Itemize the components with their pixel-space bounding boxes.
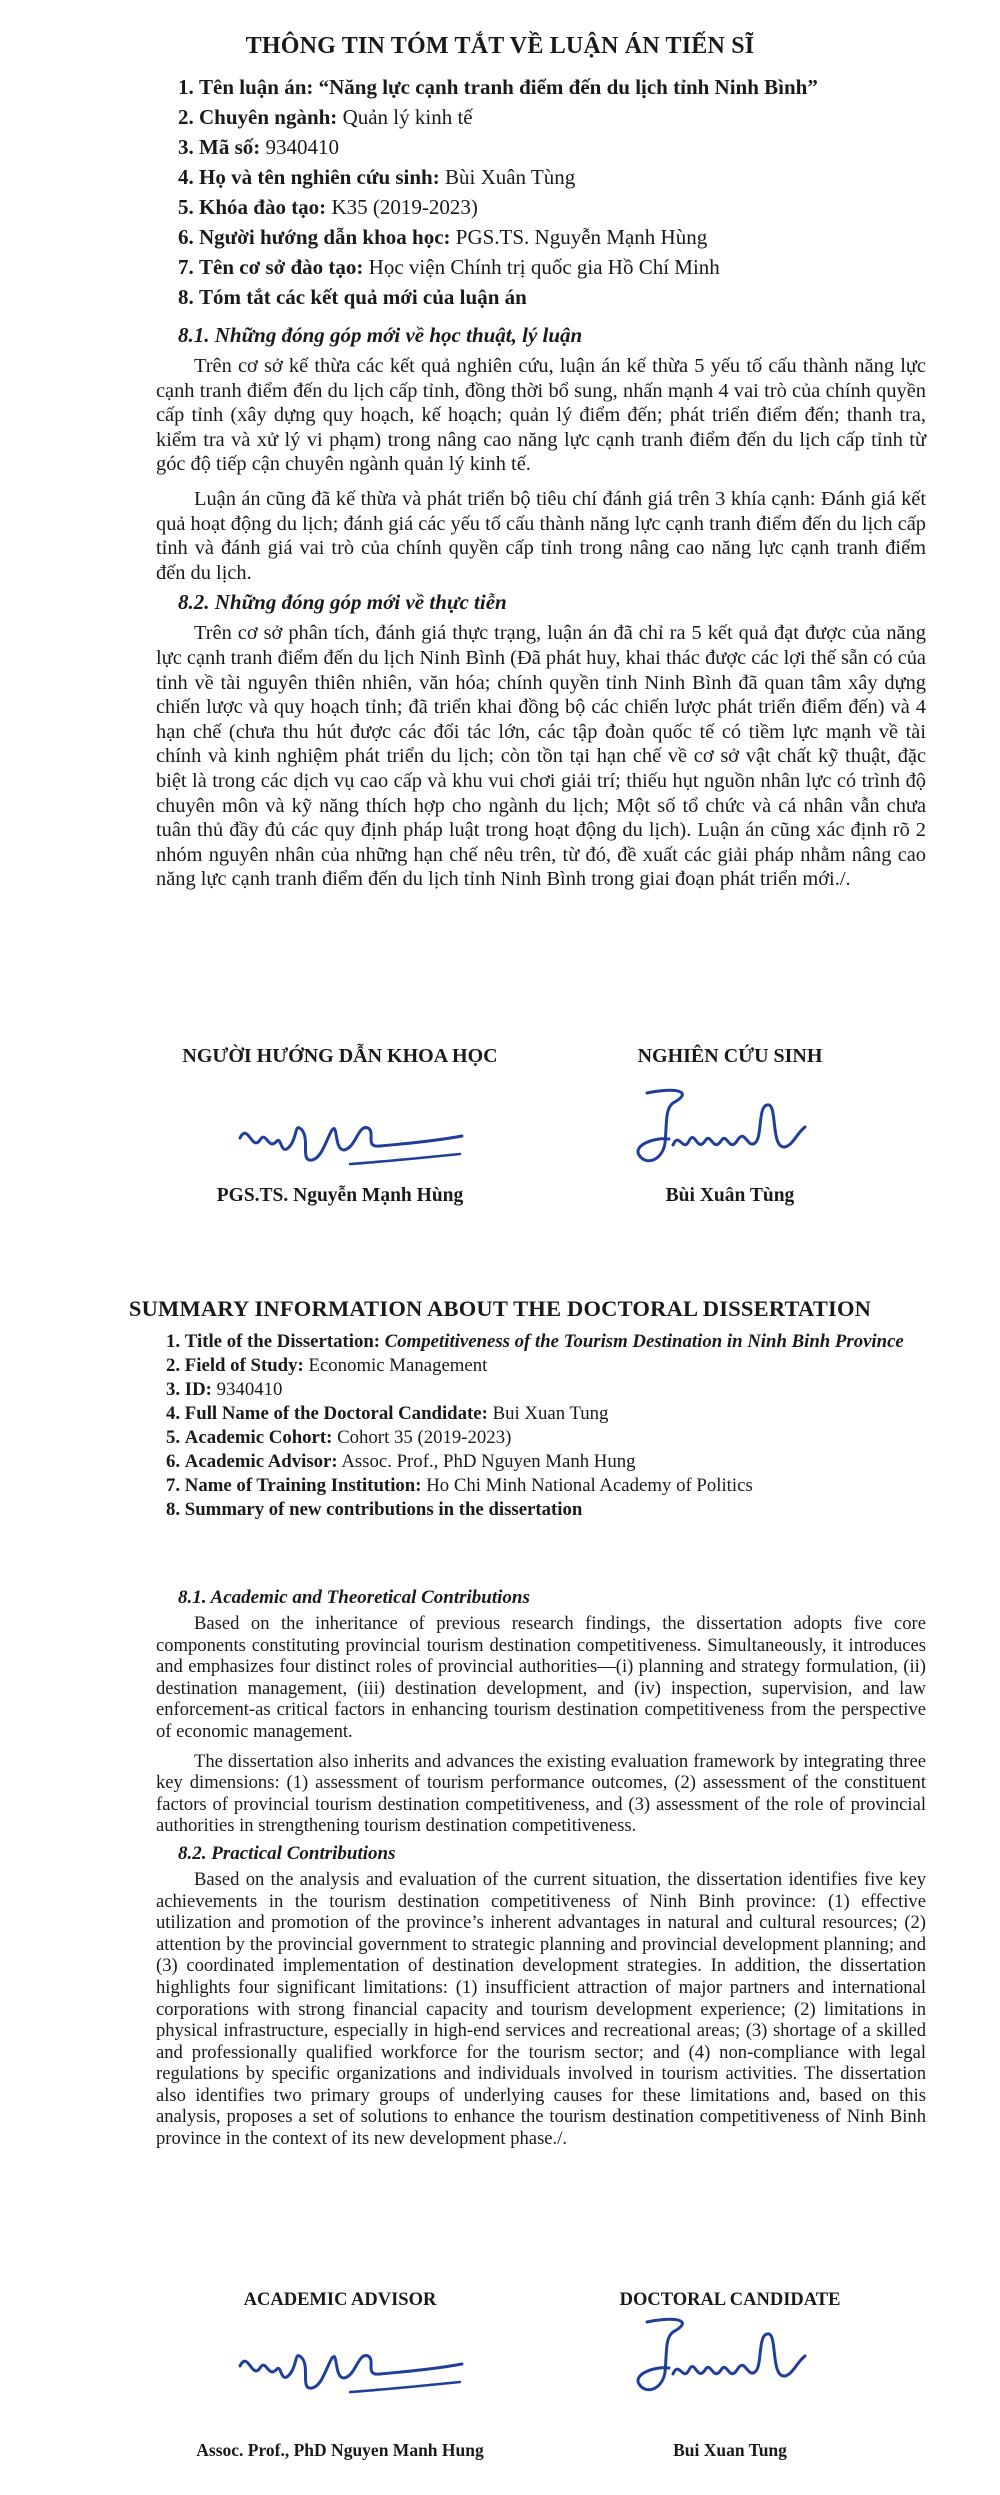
en-paragraph-2: The dissertation also inherits and advances the existing evaluation framework by integrating three key dimensions: (1) assessment of tourism performance outcomes, (2) assessment of the constituent factors of provincial tourism destination competitiveness, and (3) assessment of the role of provincial authorities in strengthening tourism destination competitiveness. (156, 1750, 926, 1837)
vi-candidate-column (550, 1045, 910, 1068)
vi-item-advisor: 6. Người hướng dẫn khoa học: PGS.TS. Nguyễn Mạnh Hùng (178, 225, 708, 249)
vi-paragraph-1: Trên cơ sở kế thừa các kết quả nghiên cứu, luận án kế thừa 5 yếu tố cấu thành năng lực cạnh tranh điểm đến du lịch cấp tỉnh, đồng thời bổ sung, nhấn mạnh 4 vai trò của chính quyền cấp tỉnh (xây dựng quy hoạch, kế hoạch; quản lý điểm đến; phát triển điểm đến; thanh tra, kiểm tra và xử lý vi phạm) trong nâng cao năng lực cạnh tranh điểm đến du lịch cấp tỉnh từ góc độ tiếp cận chuyên ngành quản lý kinh tế. (156, 355, 926, 476)
vi-item-major: 2. Chuyên ngành: Quản lý kinh tế (178, 105, 473, 129)
en-item-field: 2. Field of Study: Economic Management (166, 1355, 488, 1376)
en-title: SUMMARY INFORMATION ABOUT THE DOCTORAL DISSERTATION (128, 1296, 872, 1321)
vi-item-summary: 8. Tóm tắt các kết quả mới của luận án (178, 285, 527, 309)
vi-paragraph-3: Trên cơ sở phân tích, đánh giá thực trạng, luận án đã chỉ ra 5 kết quả đạt được của năng lực cạnh tranh điểm đến du lịch Ninh Bình (Đã phát huy, khai thác được các lợi thế sẵn có của tỉnh về tài nguyên thiên nhiên, văn hóa; chính quyền tỉnh Ninh Bình đã quan tâm xây dựng chiến lược và quy hoạch tỉnh; đã triển khai đồng bộ các chiến lược phát triển điểm đến) và 4 hạn chế (chưa thu hút được các đối tác lớn, các tập đoàn quốc tế có tiềm lực mạnh về tài chính và kinh nghiệm phát triển du lịch; còn tồn tại hạn chế về cơ sở vật chất kỹ thuật, đặc biệt là trong các dịch vụ cao cấp và khu vui chơi giải trí; thiếu hụt nguồn nhân lực có trình độ chuyên môn và kỹ năng thích hợp cho ngành du lịch; Một số tổ chức và cá nhân vẫn chưa tuân thủ đầy đủ các quy định pháp luật trong hoạt động du lịch). Luận án cũng xác định rõ 2 nhóm nguyên nhân của những hạn chế nêu trên, từ đó, đề xuất các giải pháp nhằm nâng cao năng lực cạnh tranh điểm đến du lịch tỉnh Ninh Bình trong giai đoạn phát triển mới./. (156, 622, 926, 891)
en-paragraph-3: Based on the analysis and evaluation of the current situation, the dissertation identifies five key achievements in the tourism destination competitiveness of Ninh Binh province: (1) effective utilization and promotion of the province’s inherent advantages in natural and cultural resources; (2) attention by the provincial government to strategic planning and provincial development planning; and (3) coordinated implementation of destination development strategies. In addition, the dissertation highlights four significant limitations: (1) insufficient attraction of major partners and international corporations with strong financial capacity and tourism development experience; (2) limitations in physical infrastructure, especially in high-end services and recreational areas; (3) shortage of a skilled and professionally qualified workforce for the tourism sector; and (4) non-compliance with legal regulations by specific organizations and individuals involved in tourism activities. The dissertation also identifies two primary groups of underlying causes for these limitations and, based on this analysis, proposes a set of solutions to enhance the tourism destination competitiveness of Ninh Binh province in the context of its new development phase./. (156, 1868, 926, 2150)
vi-subheading-1: 8.1. Những đóng góp mới về học thuật, lý luận (178, 323, 583, 347)
en-subheading-1: 8.1. Academic and Theoretical Contributions (178, 1587, 530, 1608)
vi-body (156, 320, 926, 892)
en-advisor-heading: ACADEMIC ADVISOR (243, 2290, 437, 2310)
en-paragraph-1: Based on the inheritance of previous research findings, the dissertation adopts five core components constituting provincial tourism destination competitiveness. Simultaneously, it introduces and emphasizes four distinct roles of provincial authorities—(i) planning and strategy formulation, (ii) destination management, (iii) destination development, and (iv) inspection, supervision, and law enforcement-as critical factors in enhancing tourism destination competitiveness from the perspective of economic management. (156, 1613, 926, 1742)
en-advisor-column (110, 2290, 570, 2311)
vi-candidate-heading: NGHIÊN CỨU SINH (637, 1045, 823, 1067)
vi-advisor-signature (230, 1100, 470, 1185)
vi-advisor-name-column (110, 1185, 570, 1207)
en-candidate-heading: DOCTORAL CANDIDATE (619, 2290, 841, 2310)
vi-item-title: 1. Tên luận án: “Năng lực cạnh tranh điểm đến du lịch tỉnh Ninh Bình” (178, 75, 818, 99)
en-candidate-signature (625, 2312, 815, 2412)
en-item-advisor: 6. Academic Advisor: Assoc. Prof., PhD Nguyen Manh Hung (166, 1451, 636, 1472)
vi-paragraph-2: Luận án cũng đã kế thừa và phát triển bộ tiêu chí đánh giá trên 3 khía cạnh: Đánh giá kết quả hoạt động du lịch; đánh giá các yếu tố cấu thành năng lực cạnh tranh điểm đến du lịch cấp tỉnh và đánh giá vai trò của chính quyền cấp tỉnh trong nâng cao năng lực cạnh tranh điểm đến du lịch. (156, 487, 926, 584)
en-candidate-name-column (550, 2440, 910, 2461)
en-candidate-column (550, 2290, 910, 2311)
vi-item-candidate: 4. Họ và tên nghiên cứu sinh: Bùi Xuân Tùng (178, 165, 576, 189)
vi-candidate-name: Bùi Xuân Tùng (665, 1185, 795, 1206)
en-subheading-2: 8.2. Practical Contributions (178, 1842, 396, 1864)
en-advisor-signature (230, 2328, 470, 2413)
vi-advisor-column (110, 1045, 570, 1068)
en-item-institution: 7. Name of Training Institution: Ho Chi Minh National Academy of Politics (166, 1475, 753, 1496)
en-candidate-name: Bui Xuan Tung (673, 2440, 787, 2460)
en-advisor-name-column (110, 2440, 570, 2461)
vi-advisor-name: PGS.TS. Nguyễn Mạnh Hùng (216, 1185, 464, 1206)
en-item-summary: 8. Summary of new contributions in the dissertation (166, 1499, 583, 1520)
en-body (156, 1585, 926, 2150)
en-advisor-name: Assoc. Prof., PhD Nguyen Manh Hung (196, 2440, 484, 2460)
en-item-cohort: 5. Academic Cohort: Cohort 35 (2019-2023) (166, 1427, 512, 1448)
vi-subheading-2: 8.2. Những đóng góp mới về thực tiễn (178, 590, 507, 615)
vi-advisor-heading: NGƯỜI HƯỚNG DẪN KHOA HỌC (182, 1045, 498, 1067)
vi-item-cohort: 5. Khóa đào tạo: K35 (2019-2023) (178, 195, 478, 219)
vi-title: THÔNG TIN TÓM TẮT VỀ LUẬN ÁN TIẾN SĨ (245, 33, 755, 59)
en-item-candidate: 4. Full Name of the Doctoral Candidate: Bui Xuan Tung (166, 1403, 609, 1424)
vi-candidate-name-column (550, 1185, 910, 1207)
vi-item-code: 3. Mã số: 9340410 (178, 135, 339, 159)
vi-info-list (178, 72, 938, 312)
vi-candidate-signature (625, 1083, 815, 1183)
en-item-id: 3. ID: 9340410 (166, 1379, 283, 1400)
en-info-list (166, 1330, 936, 1522)
vi-item-institution: 7. Tên cơ sở đào tạo: Học viện Chính trị quốc gia Hồ Chí Minh (178, 255, 720, 279)
en-item-title: 1. Title of the Dissertation: Competitiveness of the Tourism Destination in Ninh Binh Province (166, 1331, 904, 1352)
